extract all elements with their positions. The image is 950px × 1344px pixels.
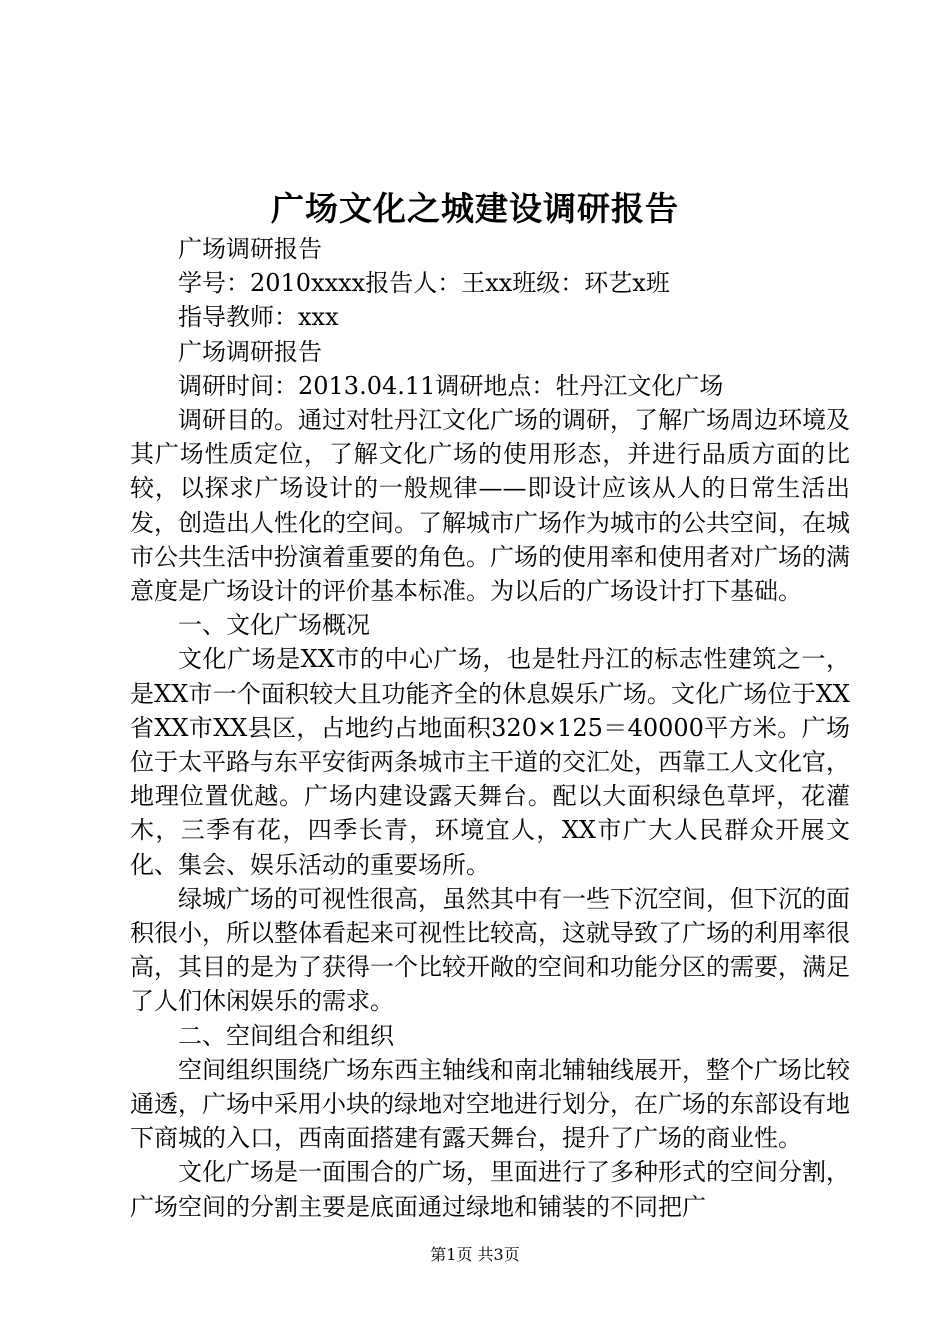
- document-title: 广场文化之城建设调研报告: [271, 189, 679, 228]
- paragraph: 指导教师：xxx: [178, 303, 339, 332]
- document-body: [130, 232, 850, 1224]
- paragraph: 调研时间：2013.04.11调研地点：牡丹江文化广场: [178, 371, 724, 400]
- paragraph: 学号：2010xxxx报告人：王xx班级：环艺x班: [178, 269, 670, 298]
- paragraph: 空间组织围绕广场东西主轴线和南北辅轴线展开，整个广场比较通透，广场中采用小块的绿地对空地进行划分，在广场的东部设有地下商城的入口，西南面搭建有露天舞台，提升了广场的商业性。: [130, 1055, 850, 1153]
- paragraph: 文化广场是一面围合的广场，里面进行了多种形式的空间分割，广场空间的分割主要是底面通过绿地和铺装的不同把广: [130, 1158, 850, 1221]
- page-footer: 第1页 共3页: [430, 1245, 520, 1264]
- paragraph: 调研目的。通过对牡丹江文化广场的调研，了解广场周边环境及其广场性质定位，了解文化广场的使用形态，并进行品质方面的比较，以探求广场设计的一般规律——即设计应该从人的日常生活出发，创造出人性化的空间。了解城市广场作为城市的公共空间，在城市公共生活中扮演着重要的角色。广场的使用率和使用者对广场的满意度是广场设计的评价基本标准。为以后的广场设计打下基础。: [130, 406, 850, 606]
- section-heading: 一、文化广场概况: [178, 611, 370, 640]
- paragraph: 广场调研报告: [178, 235, 322, 263]
- section-heading: 二、空间组合和组织: [178, 1021, 394, 1050]
- paragraph: 广场调研报告: [178, 337, 322, 366]
- paragraph: 文化广场是XX市的中心广场，也是牡丹江的标志性建筑之一，是XX市一个面积较大且功能齐全的休息娱乐广场。文化广场位于XX省XX市XX县区，占地约占地面积320×125＝40000平方米。广场位于太平路与东平安街两条城市主干道的交汇处，西靠工人文化官，地理位置优越。广场内建设露天舞台。配以大面积绿色草坪，花灌木，三季有花，四季长青，环境宜人，XX市广大人民群众开展文化、集会、娱乐活动的重要场所。: [130, 645, 850, 879]
- paragraph: 绿城广场的可视性很高，虽然其中有一些下沉空间，但下沉的面积很小，所以整体看起来可视性比较高，这就导致了广场的利用率很高，其目的是为了获得一个比较开敞的空间和功能分区的需要，满足了人们休闲娱乐的需求。: [130, 884, 850, 1016]
